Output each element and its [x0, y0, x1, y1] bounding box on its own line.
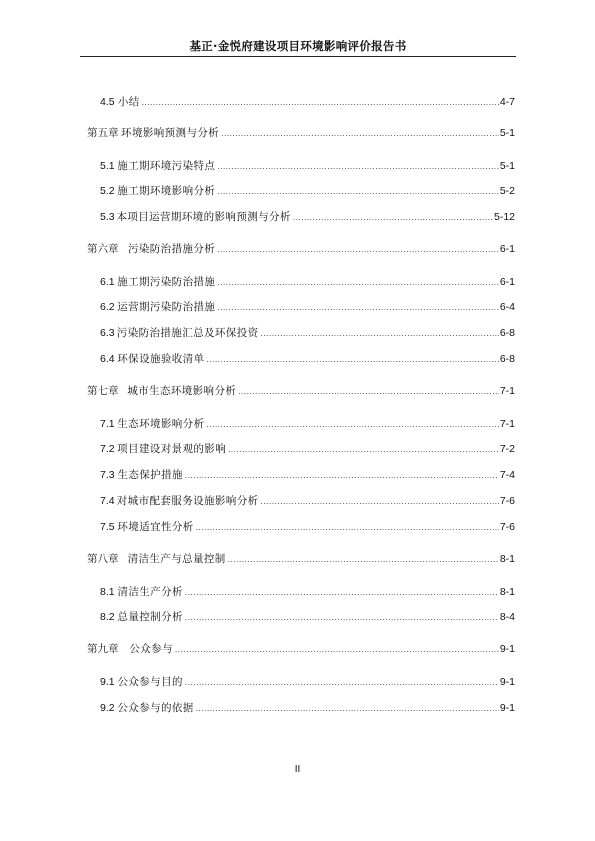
toc-dot-leader — [221, 127, 499, 141]
toc-entry-number: 4.5 — [100, 96, 115, 108]
toc-dot-leader — [228, 553, 499, 567]
toc-entry-number: 7.1 — [100, 418, 115, 430]
toc-entry-title: 环保设施验收清单 — [117, 353, 205, 365]
toc-entry-title: 施工期污染防治措施 — [117, 276, 216, 288]
toc-dot-leader — [217, 301, 499, 315]
toc-entry-number: 8.2 — [100, 611, 115, 623]
toc-entry-title: 污染防治措施汇总及环保投资 — [116, 327, 259, 339]
toc-section-entry[interactable] — [100, 159, 515, 174]
toc-entry-number: 9.1 — [100, 676, 115, 688]
toc-entry-number: 第六章 — [87, 243, 119, 255]
toc-entry-page: 5-1 — [499, 127, 515, 139]
toc-chapter-entry[interactable] — [87, 642, 515, 657]
toc-section-entry[interactable] — [100, 675, 515, 690]
toc-dot-leader — [217, 276, 499, 290]
toc-entry-page: 5-1 — [499, 160, 515, 172]
header-rule — [80, 56, 516, 57]
toc-entry-title: 清洁生产分析 — [117, 586, 183, 598]
toc-dot-leader — [206, 353, 498, 367]
running-header: 基正·金悦府建设项目环境影响评价报告书 — [189, 39, 407, 53]
toc-entry-title: 总量控制分析 — [117, 611, 183, 623]
toc-section-entry[interactable] — [100, 95, 515, 110]
toc-dot-leader — [175, 643, 499, 657]
toc-entry-number: 7.5 — [100, 521, 115, 533]
toc-entry-number: 第五章 — [87, 127, 119, 139]
toc-entry-page: 6-4 — [499, 301, 515, 313]
toc-chapter-entry[interactable] — [87, 384, 515, 399]
toc-chapter-entry[interactable] — [87, 242, 515, 257]
toc-entry-page: 6-1 — [499, 243, 515, 255]
toc-entry-title: 城市生态环境影响分析 — [127, 385, 237, 397]
toc-entry-number: 8.1 — [100, 586, 115, 598]
toc-dot-leader — [185, 586, 499, 600]
toc-entry-title: 小结 — [117, 96, 140, 108]
toc-section-entry[interactable] — [100, 442, 515, 457]
toc-entry-page: 5-12 — [493, 211, 515, 223]
toc-dot-leader — [217, 185, 499, 199]
toc-entry-page: 7-4 — [499, 469, 515, 481]
toc-section-entry[interactable] — [100, 585, 515, 600]
toc-entry-number: 7.2 — [100, 443, 115, 455]
toc-entry-page: 7-6 — [499, 495, 515, 507]
toc-dot-leader — [217, 160, 499, 174]
toc-dot-leader — [185, 611, 499, 625]
toc-entry-title: 施工期环境污染特点 — [117, 160, 216, 172]
toc-section-entry[interactable] — [100, 520, 515, 535]
toc-section-entry[interactable] — [100, 417, 515, 432]
toc-section-entry[interactable] — [100, 352, 515, 367]
toc-entry-page: 5-2 — [499, 185, 515, 197]
toc-entry-title: 生态保护措施 — [117, 469, 183, 481]
toc-dot-leader — [142, 96, 499, 110]
toc-entry-title: 项目建设对景观的影响 — [117, 443, 227, 455]
toc-entry-page: 8-4 — [499, 611, 515, 623]
toc-entry-title: 公众参与 — [129, 643, 173, 655]
toc-entry-title: 环境适宜性分析 — [117, 521, 194, 533]
toc-section-entry[interactable] — [100, 610, 515, 625]
toc-entry-number: 第七章 — [87, 385, 119, 397]
toc-dot-leader — [261, 327, 499, 341]
toc-entry-page: 8-1 — [499, 586, 515, 598]
toc-entry-title: 环境影响预测与分析 — [121, 127, 220, 139]
toc-entry-page: 8-1 — [499, 553, 515, 565]
toc-dot-leader — [196, 521, 499, 535]
toc-dot-leader — [185, 469, 499, 483]
toc-entry-page: 7-6 — [499, 521, 515, 533]
toc-entry-number: 5.3 — [100, 211, 115, 223]
toc-section-entry[interactable] — [100, 326, 515, 341]
toc-entry-page: 7-1 — [499, 418, 515, 430]
toc-entry-page: 9-1 — [499, 676, 515, 688]
toc-entry-page: 9-1 — [499, 643, 515, 655]
toc-entry-page: 7-2 — [499, 443, 515, 455]
page-number: II — [294, 764, 301, 775]
toc-entry-number: 5.1 — [100, 160, 115, 172]
toc-entry-number: 7.3 — [100, 469, 115, 481]
toc-entry-title: 施工期环境影响分析 — [117, 185, 216, 197]
toc-dot-leader — [238, 385, 499, 399]
toc-entry-number: 6.2 — [100, 301, 115, 313]
toc-entry-number: 6.4 — [100, 353, 115, 365]
toc-entry-page: 9-1 — [499, 702, 515, 714]
toc-entry-number: 9.2 — [100, 702, 115, 714]
toc-entry-number: 7.4 — [100, 495, 115, 507]
toc-entry-page: 6-8 — [499, 353, 515, 365]
toc-entry-number: 6.1 — [100, 276, 115, 288]
toc-section-entry[interactable] — [100, 468, 515, 483]
toc-chapter-entry[interactable] — [87, 552, 515, 567]
toc-entry-title: 生态环境影响分析 — [117, 418, 205, 430]
toc-entry-number: 第八章 — [87, 553, 119, 565]
toc-entry-title: 公众参与目的 — [117, 676, 183, 688]
toc-entry-title: 本项目运营期环境的影响预测与分析 — [116, 211, 291, 223]
toc-entry-number: 5.2 — [100, 185, 115, 197]
toc-dot-leader — [217, 243, 499, 257]
toc-section-entry[interactable] — [100, 210, 515, 225]
toc-dot-leader — [185, 676, 499, 690]
toc-entry-title: 清洁生产与总量控制 — [127, 553, 226, 565]
toc-section-entry[interactable] — [100, 184, 515, 199]
toc-entry-number: 第九章 — [87, 643, 119, 655]
toc-dot-leader — [261, 495, 499, 509]
toc-section-entry[interactable] — [100, 494, 515, 509]
toc-entry-page: 6-8 — [499, 327, 515, 339]
toc-section-entry[interactable] — [100, 300, 515, 315]
toc-entry-title: 公众参与的依据 — [117, 702, 194, 714]
toc-entry-page: 7-1 — [499, 385, 515, 397]
toc-dot-leader — [293, 211, 493, 225]
toc-section-entry[interactable] — [100, 701, 515, 716]
toc-chapter-entry[interactable] — [87, 126, 515, 141]
toc-entry-page: 6-1 — [499, 276, 515, 288]
toc-entry-title: 对城市配套服务设施影响分析 — [116, 495, 259, 507]
toc-section-entry[interactable] — [100, 275, 515, 290]
toc-entry-page: 4-7 — [499, 96, 515, 108]
toc-dot-leader — [196, 702, 499, 716]
toc-entry-number: 6.3 — [100, 327, 115, 339]
toc-dot-leader — [206, 418, 498, 432]
toc-dot-leader — [228, 443, 499, 457]
toc-entry-title: 污染防治措施分析 — [127, 243, 216, 255]
toc-entry-title: 运营期污染防治措施 — [117, 301, 216, 313]
